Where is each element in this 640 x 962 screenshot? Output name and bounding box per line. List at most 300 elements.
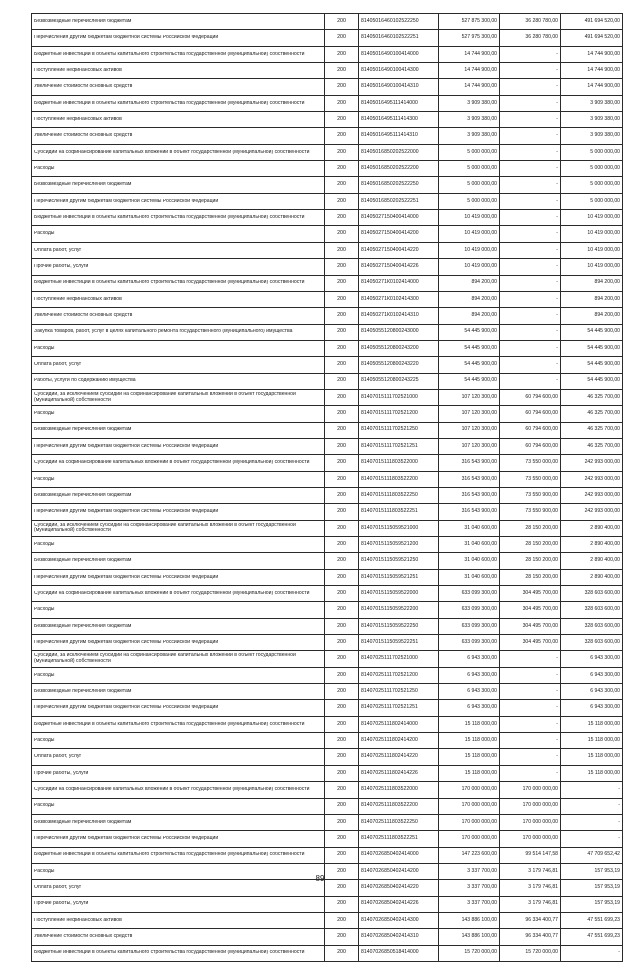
- expense-name-cell: [32, 798, 325, 814]
- expense-name-text: Прочие работы, услуги: [34, 901, 89, 907]
- unexecuted-amount-cell: 5 000 000,00: [561, 193, 623, 209]
- table-row: [32, 177, 623, 193]
- approved-amount-cell: 107 120 300,00: [439, 422, 500, 438]
- line-code-cell: 200: [325, 586, 359, 602]
- executed-amount-cell: -: [500, 259, 561, 275]
- executed-amount-cell: 99 514 147,58: [500, 847, 561, 863]
- approved-amount-cell: 107 120 300,00: [439, 438, 500, 454]
- line-code-cell: 200: [325, 242, 359, 258]
- expense-name-cell: [32, 46, 325, 62]
- expense-name-text: Субсидии на софинансирование капитальных вложений в объект государственной (муниципальной) собственности: [34, 149, 310, 155]
- executed-amount-cell: 304 495 700,00: [500, 618, 561, 634]
- expense-name-cell: [32, 537, 325, 553]
- unexecuted-amount-cell: 15 118 000,00: [561, 749, 623, 765]
- approved-amount-cell: 633 099 300,00: [439, 618, 500, 634]
- expense-name-text: Расходы: [34, 231, 55, 237]
- line-code-cell: 200: [325, 487, 359, 503]
- unexecuted-amount-cell: 5 000 000,00: [561, 144, 623, 160]
- approved-amount-cell: 6 943 300,00: [439, 684, 500, 700]
- unexecuted-amount-cell: 328 603 600,00: [561, 602, 623, 618]
- table-row: [32, 798, 623, 814]
- executed-amount-cell: -: [500, 95, 561, 111]
- expense-name-cell: [32, 210, 325, 226]
- approved-amount-cell: 3 337 700,00: [439, 896, 500, 912]
- expense-name-text: Поступление нефинансовых активов: [34, 116, 122, 122]
- expense-name-cell: [32, 259, 325, 275]
- expense-name-text: Перечисления другим бюджетам бюджетной системы Российской Федерации: [34, 509, 219, 515]
- approved-amount-cell: 14 744 900,00: [439, 46, 500, 62]
- classification-code-cell: 81407015115059521251: [359, 569, 439, 585]
- executed-amount-cell: 170 000 000,00: [500, 782, 561, 798]
- line-code-cell: 200: [325, 782, 359, 798]
- expense-name-text: Бюджетные инвестиции в объекты капитального строительства государственной (муниципальной) собственности: [34, 100, 305, 106]
- expense-name-cell: [32, 586, 325, 602]
- line-code-cell: 200: [325, 422, 359, 438]
- line-code-cell: 200: [325, 226, 359, 242]
- expense-name-cell: [32, 684, 325, 700]
- classification-code-cell: 81407015115059521000: [359, 520, 439, 536]
- table-row: [32, 651, 623, 667]
- classification-code-cell: 81407025111803522000: [359, 782, 439, 798]
- expense-name-text: Субсидии на софинансирование капитальных вложений в объект государственной (муниципальной) собственности: [34, 787, 310, 793]
- executed-amount-cell: -: [500, 667, 561, 683]
- table-row: [32, 226, 623, 242]
- expense-name-text: Бюджетные инвестиции в объекты капитального строительства государственной (муниципальной) собственности: [34, 950, 305, 956]
- expense-name-cell: [32, 471, 325, 487]
- line-code-cell: 200: [325, 863, 359, 879]
- classification-code-cell: 81407015111702521251: [359, 438, 439, 454]
- classification-code-cell: 81407015111803522251: [359, 504, 439, 520]
- classification-code-cell: 81405055120800243220: [359, 357, 439, 373]
- classification-code-cell: 81405016850202522250: [359, 177, 439, 193]
- executed-amount-cell: -: [500, 210, 561, 226]
- classification-code-cell: 81405016850202522251: [359, 193, 439, 209]
- expense-name-cell: [32, 406, 325, 422]
- unexecuted-amount-cell: 46 325 700,00: [561, 406, 623, 422]
- expense-name-cell: [32, 193, 325, 209]
- executed-amount-cell: -: [500, 700, 561, 716]
- line-code-cell: 200: [325, 46, 359, 62]
- unexecuted-amount-cell: 242 993 000,00: [561, 455, 623, 471]
- expense-name-text: Безвозмездные перечисления бюджетам: [34, 492, 132, 498]
- executed-amount-cell: 28 150 200,00: [500, 553, 561, 569]
- unexecuted-amount-cell: 491 694 520,00: [561, 14, 623, 30]
- line-code-cell: 200: [325, 308, 359, 324]
- table-row: [32, 602, 623, 618]
- executed-amount-cell: -: [500, 340, 561, 356]
- approved-amount-cell: 5 000 000,00: [439, 193, 500, 209]
- page-number: 89: [315, 874, 325, 883]
- classification-code-cell: 81405027150400414000: [359, 210, 439, 226]
- expense-name-text: Расходы: [34, 672, 55, 678]
- table-row: [32, 63, 623, 79]
- expense-name-cell: [32, 831, 325, 847]
- table-row: [32, 308, 623, 324]
- unexecuted-amount-cell: 10 419 000,00: [561, 259, 623, 275]
- unexecuted-amount-cell: 10 419 000,00: [561, 210, 623, 226]
- classification-code-cell: 81407015115059522000: [359, 586, 439, 602]
- unexecuted-amount-cell: 54 445 900,00: [561, 324, 623, 340]
- classification-code-cell: 81405027150400414200: [359, 226, 439, 242]
- executed-amount-cell: 3 179 746,81: [500, 880, 561, 896]
- table-row: [32, 618, 623, 634]
- classification-code-cell: 81407025111803522200: [359, 798, 439, 814]
- line-code-cell: 200: [325, 537, 359, 553]
- unexecuted-amount-cell: 242 993 000,00: [561, 504, 623, 520]
- executed-amount-cell: -: [500, 177, 561, 193]
- classification-code-cell: 81405027150400414226: [359, 259, 439, 275]
- executed-amount-cell: 60 794 600,00: [500, 422, 561, 438]
- classification-code-cell: 81407025111802414226: [359, 765, 439, 781]
- classification-code-cell: 81407015111803522200: [359, 471, 439, 487]
- classification-code-cell: 81405016850202522000: [359, 144, 439, 160]
- approved-amount-cell: 15 118 000,00: [439, 733, 500, 749]
- line-code-cell: 200: [325, 455, 359, 471]
- approved-amount-cell: 6 943 300,00: [439, 700, 500, 716]
- table-row: [32, 749, 623, 765]
- table-row: [32, 733, 623, 749]
- executed-amount-cell: 15 720 000,00: [500, 945, 561, 961]
- expense-name-text: Увеличение стоимости основных средств: [34, 934, 133, 940]
- expense-name-text: Бюджетные инвестиции в объекты капитального строительства государственной (муниципальной) собственности: [34, 721, 305, 727]
- unexecuted-amount-cell: 328 603 600,00: [561, 635, 623, 651]
- approved-amount-cell: 633 099 300,00: [439, 602, 500, 618]
- table-row: [32, 275, 623, 291]
- line-code-cell: 200: [325, 749, 359, 765]
- expense-name-text: Оплата работ, услуг: [34, 362, 82, 368]
- classification-code-cell: 81407015111702521200: [359, 406, 439, 422]
- classification-code-cell: 81407026850402414310: [359, 929, 439, 945]
- executed-amount-cell: -: [500, 193, 561, 209]
- expense-name-cell: [32, 618, 325, 634]
- expense-name-cell: [32, 291, 325, 307]
- unexecuted-amount-cell: 894 200,00: [561, 275, 623, 291]
- expense-name-cell: [32, 177, 325, 193]
- unexecuted-amount-cell: 2 890 400,00: [561, 537, 623, 553]
- unexecuted-amount-cell: 14 744 900,00: [561, 63, 623, 79]
- line-code-cell: 200: [325, 504, 359, 520]
- executed-amount-cell: -: [500, 46, 561, 62]
- approved-amount-cell: 3 909 380,00: [439, 95, 500, 111]
- executed-amount-cell: 28 150 200,00: [500, 520, 561, 536]
- table-row: [32, 406, 623, 422]
- line-code-cell: 200: [325, 63, 359, 79]
- table-row: [32, 765, 623, 781]
- executed-amount-cell: 304 495 700,00: [500, 602, 561, 618]
- expense-name-text: Поступление нефинансовых активов: [34, 67, 122, 73]
- approved-amount-cell: 3 909 380,00: [439, 128, 500, 144]
- line-code-cell: 200: [325, 112, 359, 128]
- expense-name-cell: [32, 765, 325, 781]
- table-row: [32, 553, 623, 569]
- table-row: [32, 438, 623, 454]
- line-code-cell: 200: [325, 128, 359, 144]
- unexecuted-amount-cell: 894 200,00: [561, 291, 623, 307]
- classification-code-cell: 81407026850518414000: [359, 945, 439, 961]
- table-row: [32, 389, 623, 405]
- expense-name-cell: [32, 128, 325, 144]
- executed-amount-cell: -: [500, 242, 561, 258]
- expense-name-cell: [32, 422, 325, 438]
- line-code-cell: 200: [325, 14, 359, 30]
- classification-code-cell: 81407025111802414200: [359, 733, 439, 749]
- unexecuted-amount-cell: 6 943 300,00: [561, 667, 623, 683]
- executed-amount-cell: -: [500, 716, 561, 732]
- approved-amount-cell: 316 543 900,00: [439, 504, 500, 520]
- unexecuted-amount-cell: 54 445 900,00: [561, 357, 623, 373]
- executed-amount-cell: -: [500, 226, 561, 242]
- line-code-cell: 200: [325, 912, 359, 928]
- executed-amount-cell: -: [500, 144, 561, 160]
- expense-name-text: Поступление нефинансовых активов: [34, 296, 122, 302]
- table-row: [32, 161, 623, 177]
- unexecuted-amount-cell: 2 890 400,00: [561, 553, 623, 569]
- unexecuted-amount-cell: 3 909 380,00: [561, 128, 623, 144]
- line-code-cell: 200: [325, 193, 359, 209]
- approved-amount-cell: 54 445 900,00: [439, 324, 500, 340]
- executed-amount-cell: -: [500, 112, 561, 128]
- executed-amount-cell: 170 000 000,00: [500, 831, 561, 847]
- unexecuted-amount-cell: 54 445 900,00: [561, 340, 623, 356]
- executed-amount-cell: 3 179 746,81: [500, 896, 561, 912]
- classification-code-cell: 81407015115059522250: [359, 618, 439, 634]
- expense-name-text: Расходы: [34, 541, 55, 547]
- line-code-cell: 200: [325, 684, 359, 700]
- line-code-cell: 200: [325, 765, 359, 781]
- table-row: [32, 79, 623, 95]
- table-row: [32, 14, 623, 30]
- line-code-cell: 200: [325, 95, 359, 111]
- table-row: [32, 814, 623, 830]
- approved-amount-cell: 10 419 000,00: [439, 242, 500, 258]
- expense-name-cell: [32, 896, 325, 912]
- line-code-cell: 200: [325, 406, 359, 422]
- line-code-cell: 200: [325, 438, 359, 454]
- expense-name-text: Перечисления другим бюджетам бюджетной системы Российской Федерации: [34, 639, 219, 645]
- table-row: [32, 684, 623, 700]
- table-row: [32, 144, 623, 160]
- table-row: [32, 896, 623, 912]
- executed-amount-cell: 3 179 746,81: [500, 863, 561, 879]
- expense-name-text: Бюджетные инвестиции в объекты капитального строительства государственной (муниципальной) собственности: [34, 215, 305, 220]
- unexecuted-amount-cell: 242 993 000,00: [561, 487, 623, 503]
- unexecuted-amount-cell: -: [561, 798, 623, 814]
- expense-name-text: Перечисления другим бюджетам бюджетной системы Российской Федерации: [34, 836, 219, 842]
- line-code-cell: 200: [325, 716, 359, 732]
- classification-code-cell: 81407026850402414000: [359, 847, 439, 863]
- expense-name-cell: [32, 324, 325, 340]
- expense-name-text: Расходы: [34, 165, 55, 171]
- expense-name-text: Увеличение стоимости основных средств: [34, 84, 133, 90]
- approved-amount-cell: 316 543 900,00: [439, 471, 500, 487]
- expense-name-cell: [32, 308, 325, 324]
- classification-code-cell: 81405016490100414300: [359, 63, 439, 79]
- expense-name-cell: [32, 929, 325, 945]
- expense-name-cell: [32, 79, 325, 95]
- executed-amount-cell: 60 794 600,00: [500, 406, 561, 422]
- classification-code-cell: 81405016495111414000: [359, 95, 439, 111]
- table-row: [32, 422, 623, 438]
- approved-amount-cell: 15 118 000,00: [439, 716, 500, 732]
- classification-code-cell: 814050271К0102414000: [359, 275, 439, 291]
- table-row: [32, 242, 623, 258]
- expense-name-text: Увеличение стоимости основных средств: [34, 313, 133, 319]
- unexecuted-amount-cell: 14 744 900,00: [561, 46, 623, 62]
- unexecuted-amount-cell: 6 943 300,00: [561, 651, 623, 667]
- expense-name-text: Безвозмездные перечисления бюджетам: [34, 819, 132, 825]
- executed-amount-cell: -: [500, 324, 561, 340]
- classification-code-cell: 81407025111702521000: [359, 651, 439, 667]
- classification-code-cell: 81407025111803522250: [359, 814, 439, 830]
- approved-amount-cell: 316 543 900,00: [439, 455, 500, 471]
- expense-name-text: Прочие работы, услуги: [34, 770, 89, 776]
- approved-amount-cell: 14 744 900,00: [439, 63, 500, 79]
- approved-amount-cell: 527 975 300,00: [439, 30, 500, 46]
- unexecuted-amount-cell: 157 953,19: [561, 880, 623, 896]
- expense-name-text: Безвозмездные перечисления бюджетам: [34, 182, 132, 188]
- approved-amount-cell: 527 875 300,00: [439, 14, 500, 30]
- classification-code-cell: 81407015111702521000: [359, 389, 439, 405]
- expense-name-cell: [32, 144, 325, 160]
- unexecuted-amount-cell: 2 890 400,00: [561, 520, 623, 536]
- unexecuted-amount-cell: -: [561, 831, 623, 847]
- line-code-cell: 200: [325, 291, 359, 307]
- unexecuted-amount-cell: 5 000 000,00: [561, 161, 623, 177]
- expense-name-cell: [32, 112, 325, 128]
- unexecuted-amount-cell: 328 603 600,00: [561, 586, 623, 602]
- approved-amount-cell: 3 337 700,00: [439, 863, 500, 879]
- expense-name-cell: [32, 389, 325, 405]
- unexecuted-amount-cell: 5 000 000,00: [561, 177, 623, 193]
- executed-amount-cell: 73 550 900,00: [500, 504, 561, 520]
- expense-name-cell: [32, 242, 325, 258]
- expense-name-cell: [32, 30, 325, 46]
- table-row: [32, 716, 623, 732]
- expense-name-cell: [32, 847, 325, 863]
- expense-name-text: Расходы: [34, 411, 55, 417]
- classification-code-cell: 81405016495111414300: [359, 112, 439, 128]
- executed-amount-cell: 170 000 000,00: [500, 798, 561, 814]
- approved-amount-cell: 894 200,00: [439, 275, 500, 291]
- classification-code-cell: 81405016490100414000: [359, 46, 439, 62]
- expense-name-cell: [32, 733, 325, 749]
- approved-amount-cell: 170 000 000,00: [439, 798, 500, 814]
- classification-code-cell: 81405055120800243000: [359, 324, 439, 340]
- approved-amount-cell: 170 000 000,00: [439, 782, 500, 798]
- expense-name-text: Прочие работы, услуги: [34, 264, 89, 270]
- table-row: [32, 471, 623, 487]
- executed-amount-cell: 36 280 780,00: [500, 30, 561, 46]
- classification-code-cell: 81405055120800243200: [359, 340, 439, 356]
- executed-amount-cell: 73 550 900,00: [500, 487, 561, 503]
- line-code-cell: 200: [325, 880, 359, 896]
- line-code-cell: 200: [325, 389, 359, 405]
- table-row: [32, 455, 623, 471]
- expense-name-cell: [32, 487, 325, 503]
- expense-name-cell: [32, 651, 325, 667]
- line-code-cell: 200: [325, 651, 359, 667]
- line-code-cell: 200: [325, 471, 359, 487]
- classification-code-cell: 81407015111803522000: [359, 455, 439, 471]
- executed-amount-cell: -: [500, 651, 561, 667]
- executed-amount-cell: -: [500, 161, 561, 177]
- classification-code-cell: 81407025111802414220: [359, 749, 439, 765]
- expense-name-cell: [32, 520, 325, 536]
- unexecuted-amount-cell: 46 325 700,00: [561, 389, 623, 405]
- executed-amount-cell: -: [500, 308, 561, 324]
- executed-amount-cell: -: [500, 373, 561, 389]
- table-row: [32, 324, 623, 340]
- line-code-cell: 200: [325, 618, 359, 634]
- expense-name-text: Безвозмездные перечисления бюджетам: [34, 623, 132, 629]
- expense-name-cell: [32, 602, 325, 618]
- unexecuted-amount-cell: 3 909 380,00: [561, 112, 623, 128]
- approved-amount-cell: 10 419 000,00: [439, 210, 500, 226]
- expense-name-cell: [32, 504, 325, 520]
- approved-amount-cell: 633 099 300,00: [439, 586, 500, 602]
- classification-code-cell: 81407026850402414226: [359, 896, 439, 912]
- executed-amount-cell: 28 150 200,00: [500, 569, 561, 585]
- unexecuted-amount-cell: 15 118 000,00: [561, 716, 623, 732]
- approved-amount-cell: 143 886 100,00: [439, 912, 500, 928]
- table-row: [32, 357, 623, 373]
- unexecuted-amount-cell: -: [561, 782, 623, 798]
- unexecuted-amount-cell: 2 890 400,00: [561, 569, 623, 585]
- unexecuted-amount-cell: 47 551 699,23: [561, 912, 623, 928]
- table-row: [32, 30, 623, 46]
- expense-name-text: Перечисления другим бюджетам бюджетной системы Российской Федерации: [34, 705, 219, 711]
- approved-amount-cell: 5 000 000,00: [439, 144, 500, 160]
- table-row: [32, 520, 623, 536]
- expense-name-cell: [32, 161, 325, 177]
- classification-code-cell: 81405016495111414310: [359, 128, 439, 144]
- table-row: [32, 373, 623, 389]
- approved-amount-cell: 143 886 100,00: [439, 929, 500, 945]
- classification-code-cell: 81407015115059521200: [359, 537, 439, 553]
- expense-name-cell: [32, 635, 325, 651]
- budget-execution-table: [31, 13, 623, 962]
- expense-name-text: Перечисления другим бюджетам бюджетной системы Российской Федерации: [34, 443, 219, 449]
- table-row: [32, 504, 623, 520]
- line-code-cell: 200: [325, 831, 359, 847]
- table-row: [32, 537, 623, 553]
- line-code-cell: 200: [325, 929, 359, 945]
- executed-amount-cell: 96 334 400,77: [500, 912, 561, 928]
- table-row: [32, 487, 623, 503]
- classification-code-cell: 81405055120800243225: [359, 373, 439, 389]
- unexecuted-amount-cell: 242 993 000,00: [561, 471, 623, 487]
- approved-amount-cell: 15 118 000,00: [439, 765, 500, 781]
- approved-amount-cell: 894 200,00: [439, 291, 500, 307]
- expense-name-cell: [32, 373, 325, 389]
- line-code-cell: 200: [325, 373, 359, 389]
- unexecuted-amount-cell: 6 943 300,00: [561, 684, 623, 700]
- unexecuted-amount-cell: 47 709 652,42: [561, 847, 623, 863]
- line-code-cell: 200: [325, 30, 359, 46]
- line-code-cell: 200: [325, 569, 359, 585]
- classification-code-cell: 814050271К0102414300: [359, 291, 439, 307]
- classification-code-cell: 81407025111702521251: [359, 700, 439, 716]
- expense-name-text: Субсидии, за исключением субсидий на софинансирование капитальных вложений в объект государственной (муниципальной) собственности: [34, 391, 296, 403]
- table-row: [32, 95, 623, 111]
- table-row: [32, 586, 623, 602]
- classification-code-cell: 81407015115059521250: [359, 553, 439, 569]
- table-row: [32, 112, 623, 128]
- executed-amount-cell: 60 794 600,00: [500, 438, 561, 454]
- line-code-cell: 200: [325, 667, 359, 683]
- table-row: [32, 259, 623, 275]
- expense-name-text: Безвозмездные перечисления бюджетам: [34, 18, 132, 24]
